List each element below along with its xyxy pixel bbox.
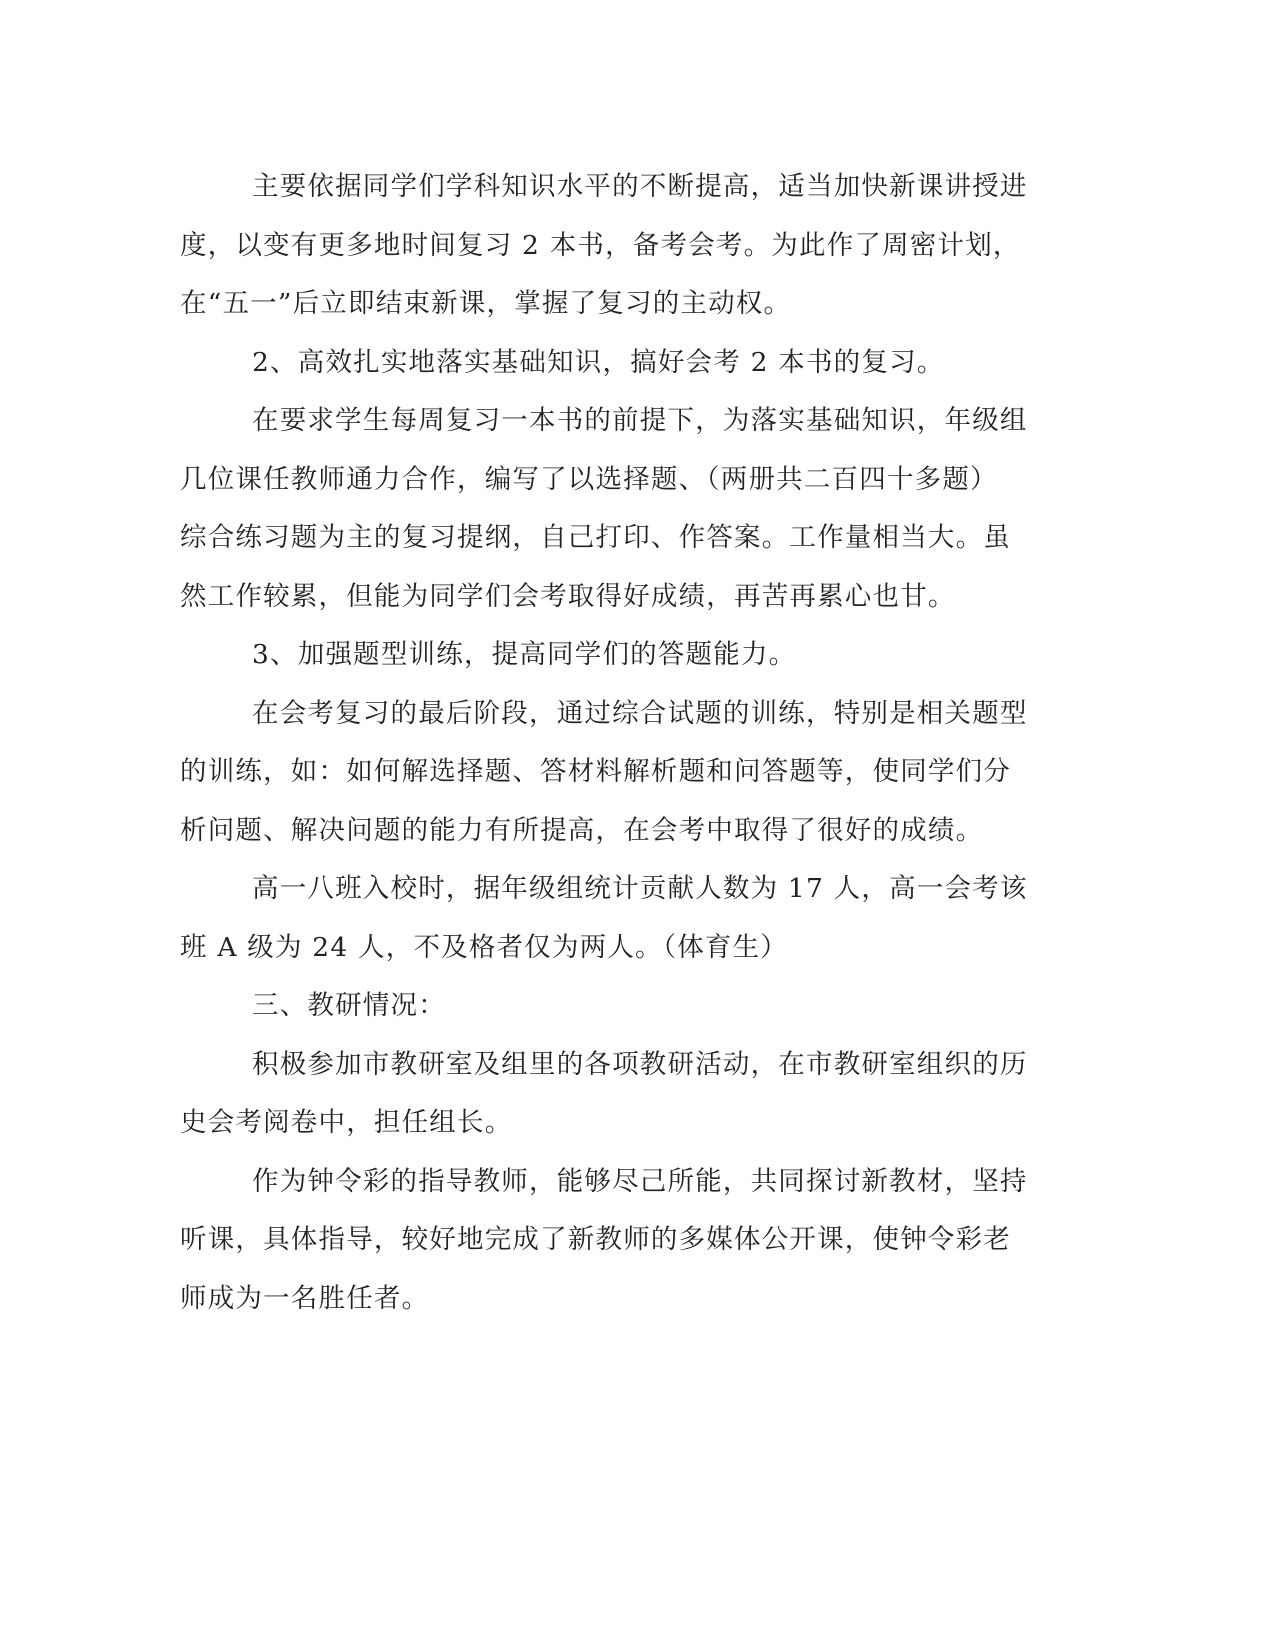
text-line: 3、加强题型训练，提高同学们的答题能力。 [252,639,797,670]
text-line: 听课，具体指导，较好地完成了新教师的多媒体公开课，使钟令彩老 [180,1224,1011,1255]
paragraph [180,158,1030,334]
text-line: 2、高效扎实地落实基础知识，搞好会考 2 本书的复习。 [252,346,945,378]
text-line: 在会考复习的最后阶段，通过综合试题的训练，特别是相关题型 [252,697,1028,729]
text-line: 度，以变有更多地时间复习 2 本书，备考会考。为此作了周密计划， [180,229,1021,261]
text-line: 作为钟令彩的指导教师，能够尽己所能，共同探讨新教材，坚持 [252,1165,1028,1197]
text-line: 在“五一”后立即结束新课，掌握了复习的主动权。 [180,288,792,319]
paragraph [180,860,1030,977]
paragraph [180,1153,1030,1329]
text-line: 三、教研情况： [252,990,446,1021]
text-line: 然工作较累，但能为同学们会考取得好成绩，再苦再累心也甘。 [180,580,956,612]
document-body [180,158,1030,1328]
text-line: 班 A 级为 24 人，不及格者仅为两人。（体育生） [180,931,789,963]
text-line: 在要求学生每周复习一本书的前提下，为落实基础知识，年级组 [252,405,1028,436]
text-line: 综合练习题为主的复习提纲，自己打印、作答案。工作量相当大。虽 [180,522,1011,553]
text-line: 的训练，如：如何解选择题、答材料解析题和问答题等，使同学们分 [180,756,1011,787]
text-line: 积极参加市教研室及组里的各项教研活动，在市教研室组织的历 [252,1048,1028,1080]
text-line: 师成为一名胜任者。 [180,1282,430,1314]
text-line: 几位课任教师通力合作，编写了以选择题、（两册共二百四十多题） [180,463,998,495]
section-heading [180,977,1030,1036]
paragraph [180,392,1030,626]
paragraph [180,685,1030,861]
text-line: 史会考阅卷中，担任组长。 [180,1107,513,1138]
section-heading [180,626,1030,685]
text-line: 高一八班入校时，据年级组统计贡献人数为 17 人，高一会考该 [252,873,1028,904]
text-line: 主要依据同学们学科知识水平的不断提高，适当加快新课讲授进 [252,171,1028,202]
paragraph [180,1036,1030,1153]
section-heading [180,334,1030,393]
text-line: 析问题、解决问题的能力有所提高，在会考中取得了很好的成绩。 [180,814,984,846]
